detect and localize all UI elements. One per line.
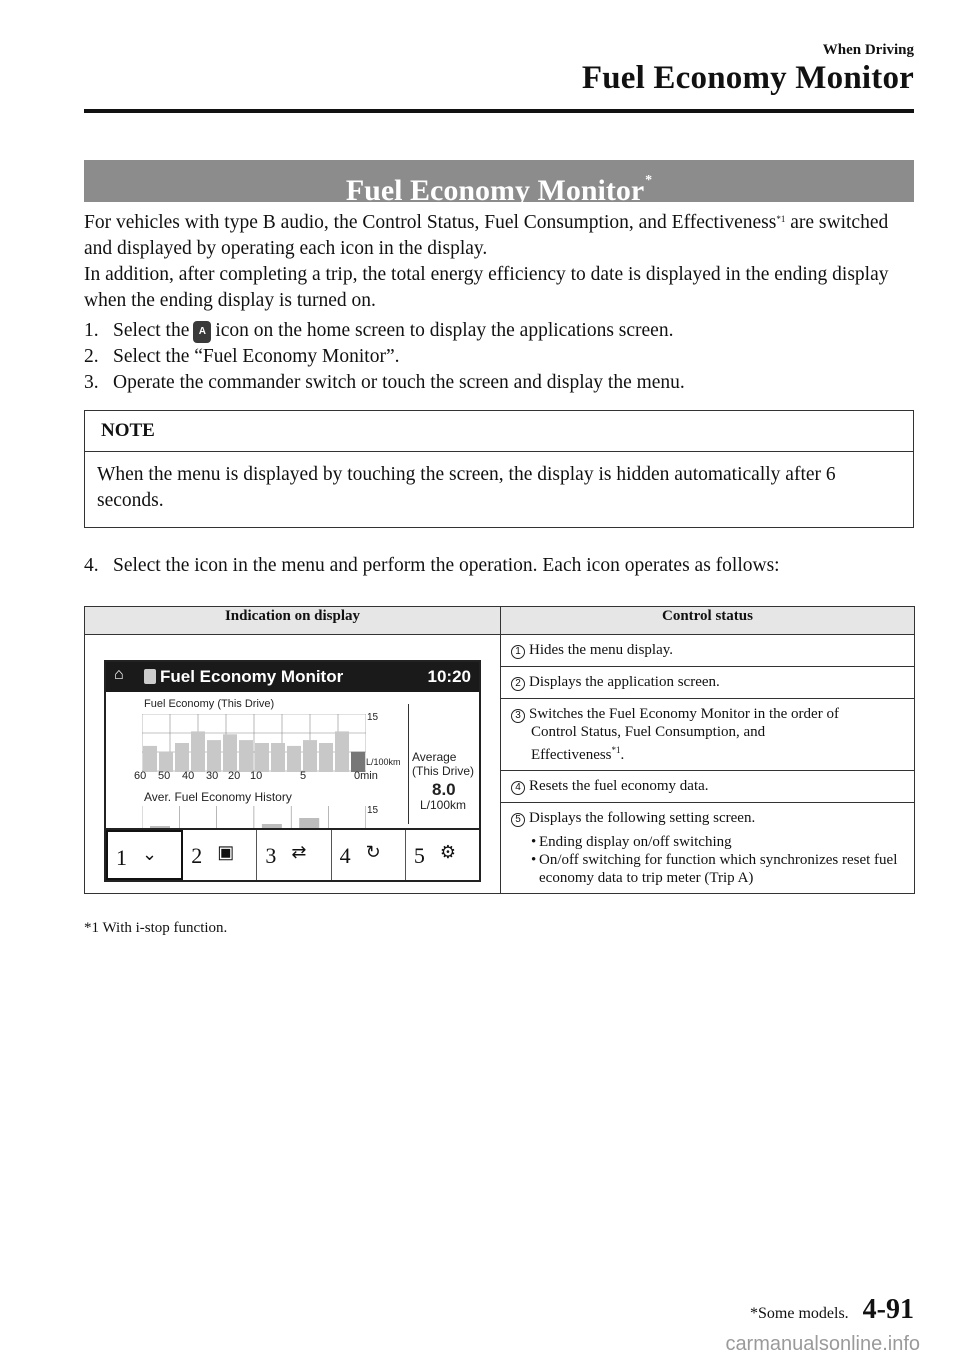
page-footer xyxy=(750,1294,914,1326)
control-row-5: 5 Displays the following setting screen. • Ending display on/off switching • On/off switching for function which synchronizes reset fuel economy data to trip meter (Trip A) xyxy=(501,803,915,894)
chevron-down-icon: ⌄ xyxy=(142,844,158,864)
screen-titlebar xyxy=(106,662,479,692)
fe-x-tick: 20 xyxy=(228,770,241,782)
col-header-control-status: Control status xyxy=(501,607,915,635)
fe-x-tick: 30 xyxy=(206,770,219,782)
menu-hide[interactable]: 1 ⌄ xyxy=(106,830,183,880)
app-icon xyxy=(144,669,156,684)
applications-icon: ▣ xyxy=(217,842,235,862)
screen-menu xyxy=(106,828,479,880)
footnote: *1 With i-stop function. xyxy=(84,920,228,936)
switch-icon: ⇄ xyxy=(291,842,307,862)
note-body: When the menu is displayed by touching the screen, the display is hidden automatically after 6 seconds. xyxy=(97,464,836,511)
control-row-2: 2 Displays the application screen. xyxy=(501,667,915,699)
menu-settings[interactable]: 5 ⚙ xyxy=(413,842,456,868)
step-2: 2. Select the “Fuel Economy Monitor”. xyxy=(84,346,400,367)
fe-bar-chart xyxy=(142,714,366,772)
steps-list xyxy=(84,318,914,396)
some-models-note: *Some models. xyxy=(750,1305,849,1322)
history-label: Aver. Fuel Economy History xyxy=(144,790,292,804)
fe-bar xyxy=(143,746,157,772)
avg-value: 8.0 xyxy=(432,780,456,799)
fe-x-tick: 0min xyxy=(354,770,378,782)
step-3: 3. Operate the commander switch or touch the screen and display the menu. xyxy=(84,372,685,393)
fe-bar xyxy=(287,746,301,772)
fe-x-tick: 60 xyxy=(134,770,147,782)
gear-icon: ⚙ xyxy=(439,842,456,862)
step-1: 1. Select the A icon on the home screen to display the applications screen. xyxy=(84,320,674,341)
col-header-indication: Indication on display xyxy=(85,607,501,635)
page-number: 4-91 xyxy=(862,1294,914,1325)
refresh-icon: ↻ xyxy=(365,842,381,862)
control-row-4: 4 Resets the fuel economy data. xyxy=(501,771,915,803)
page-title: Fuel Economy Monitor xyxy=(581,60,914,96)
fe-x-tick: 5 xyxy=(300,770,307,782)
applications-icon: A xyxy=(193,321,211,343)
menu-reset[interactable]: 4 ↻ xyxy=(332,830,406,880)
intro-paragraph-1: For vehicles with type B audio, the Control Status, Fuel Consumption, and Effectiveness$^{*1}$ are switched and displayed by operating each icon in the display. xyxy=(84,212,889,259)
fe-bar xyxy=(319,743,333,772)
fe-y-top: 15 xyxy=(367,712,379,723)
avg-label-2: (This Drive) xyxy=(412,764,474,778)
setting-bullet-1: • Ending display on/off switching xyxy=(531,833,906,851)
intro-text xyxy=(84,206,914,314)
screen-clock: 10:20 xyxy=(427,667,471,686)
screen-title: Fuel Economy Monitor xyxy=(160,667,344,686)
fe-bar xyxy=(239,740,253,772)
avg-unit: L/100km xyxy=(420,798,467,812)
fe-bar xyxy=(223,734,237,772)
fe-bar xyxy=(271,743,285,772)
setting-bullet-2: • On/off switching for function which synchronizes reset fuel economy data to trip meter (Trip A) xyxy=(531,851,906,887)
fe-bar xyxy=(191,731,205,772)
banner-mark: * xyxy=(645,173,653,188)
fe-label: Fuel Economy (This Drive) xyxy=(144,698,275,710)
fe-bar xyxy=(207,740,221,772)
fe-bar xyxy=(255,743,269,772)
fe-x-tick: 40 xyxy=(182,770,195,782)
step-4: 4. Select the icon in the menu and perform the operation. Each icon operates as follows: xyxy=(84,555,780,576)
note-title: NOTE xyxy=(85,411,913,452)
section-banner xyxy=(84,160,914,207)
fe-x-tick: 10 xyxy=(250,770,263,782)
home-icon: ⌂ xyxy=(114,666,124,683)
fe-bar xyxy=(159,752,173,772)
fe-bar xyxy=(335,731,349,772)
fuel-economy-screen xyxy=(104,660,481,882)
banner-title: Fuel Economy Monitor xyxy=(345,174,645,207)
fe-bar xyxy=(175,743,189,772)
screen-divider xyxy=(408,704,409,824)
fe-x-tick: 50 xyxy=(158,770,171,782)
menu-applications[interactable]: 2 ▣ xyxy=(183,830,257,880)
watermark: carmanualsonline.info xyxy=(725,1333,920,1355)
note-box xyxy=(84,410,914,528)
history-y-top: 15 xyxy=(367,805,379,816)
fe-bar xyxy=(303,740,317,772)
fe-bar xyxy=(351,752,365,772)
menu-switch[interactable]: 3 ⇄ xyxy=(257,830,331,880)
avg-label-1: Average xyxy=(412,750,457,764)
control-row-1: 1 Hides the menu display. xyxy=(501,635,915,667)
intro-paragraph-2: In addition, after completing a trip, the total energy efficiency to date is displayed in the ending display when the ending display is turned on. xyxy=(84,264,889,311)
control-row-3: 3 Switches the Fuel Economy Monitor in the order of Control Status, Fuel Consumption, and Effectiveness$^{*1}$. xyxy=(501,699,915,771)
header-rule xyxy=(84,109,914,113)
section-label: When Driving xyxy=(822,42,914,58)
fe-unit: L/100km xyxy=(366,757,401,767)
